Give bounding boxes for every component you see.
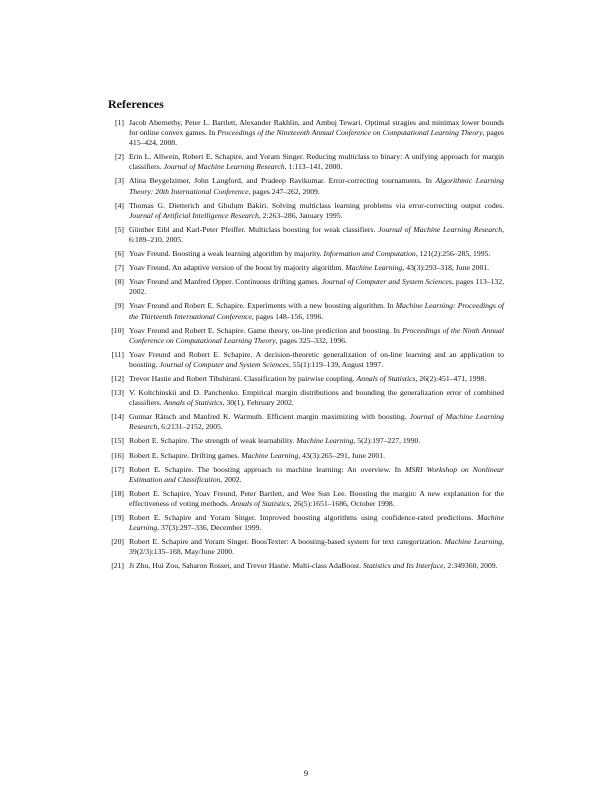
reference-number: [20] xyxy=(111,537,124,547)
reference-venue: Machine Learning xyxy=(345,263,403,273)
reference-item xyxy=(108,263,504,273)
reference-venue: MSRI Workshop on Nonlinear Estimation and Classification xyxy=(129,464,504,484)
reference-venue: Journal of Machine Learning Research xyxy=(129,412,504,432)
reference-number: [21] xyxy=(111,561,124,571)
reference-venue: Proceedings of the Ninth Annual Conference on Computational Learning Theory xyxy=(129,325,504,345)
reference-number: [4] xyxy=(115,200,124,210)
reference-number: [1] xyxy=(115,118,124,127)
reference-venue: Information and Computation xyxy=(323,249,416,259)
reference-item xyxy=(108,350,504,370)
reference-text: Robert E. Schapire and Yoram Singer. Improved boosting algorithms using confidence-rated predictions. xyxy=(129,513,478,522)
reference-number: [7] xyxy=(115,263,124,273)
reference-item xyxy=(108,489,504,509)
reference-item xyxy=(108,277,504,297)
reference-number: [19] xyxy=(111,513,124,522)
reference-venue: Annals of Statistics xyxy=(356,373,416,383)
reference-text: Jacob Abernethy, Peter L. Bartlett, Alexander Rakhlin, and Ambuj Tewari. Optimal stragies and minimax lower bounds for online convex games. In xyxy=(129,118,504,138)
reference-item xyxy=(108,537,504,557)
reference-item xyxy=(108,201,504,221)
reference-text: Robert E. Schapire. Drifting games. xyxy=(129,450,242,460)
reference-text: Robert E. Schapire and Yoram Singer. BoosTexter: A boosting-based system for text categorization. xyxy=(129,537,445,547)
reference-number: [9] xyxy=(115,301,124,311)
reference-number: [12] xyxy=(111,373,124,383)
reference-venue: Annals of Statistics xyxy=(230,498,290,508)
reference-text: , 26(5):1651–1686, October 1998. xyxy=(289,498,395,508)
reference-item xyxy=(108,118,504,148)
reference-venue: Machine Learning xyxy=(296,436,354,446)
reference-text: , 39(2/3):135–168, May/June 2000. xyxy=(129,537,504,557)
reference-item xyxy=(108,301,504,321)
reference-number: [17] xyxy=(111,464,124,474)
reference-number: [2] xyxy=(115,152,124,162)
reference-text: , 55(1):119–139, August 1997. xyxy=(288,359,384,369)
reference-item xyxy=(108,388,504,408)
reference-text: , 5(2):197–227, 1990. xyxy=(353,436,421,446)
reference-number: [3] xyxy=(115,176,124,186)
reference-item xyxy=(108,152,504,172)
reference-venue: Journal of Machine Learning Research xyxy=(378,224,503,234)
reference-venue: Journal of Computer and System Sciences xyxy=(159,359,289,369)
reference-number: [8] xyxy=(115,277,124,287)
reference-text: , 6:2131–2152, 2005. xyxy=(157,422,223,432)
reference-text: , pages 148–156, 1996. xyxy=(251,311,324,321)
reference-text: Alina Beygelzimer, John Langford, and Pradeep Ravikumar. Error-correcting tournaments. In xyxy=(129,176,436,186)
reference-number: [13] xyxy=(111,388,124,398)
reference-item xyxy=(108,561,504,571)
reference-item xyxy=(108,513,504,533)
reference-text: , pages 325–332, 1996. xyxy=(275,335,347,345)
reference-venue: Annals of Statistics xyxy=(163,398,223,408)
reference-text: , 121(2):256–285, 1995. xyxy=(415,249,491,259)
reference-text: , 37(3):297–336, December 1999. xyxy=(157,523,262,533)
reference-text: , 1:113–141, 2000. xyxy=(284,162,343,172)
reference-text: Yoav Freund and Robert E. Schapire. A decision-theoretic generalization of on-line learning and an application to boosting. xyxy=(129,349,504,369)
reference-text: , pages 113–132, 2002. xyxy=(129,277,504,297)
reference-venue: Statistics and Its Interface xyxy=(363,561,444,571)
reference-item xyxy=(108,326,504,346)
reference-venue: Machine Learning: Proceedings of the Thirteenth International Conference xyxy=(129,301,505,321)
reference-venue: Machine Learning xyxy=(129,513,504,533)
reference-text: Erin L. Allwein, Robert E. Schapire, and Yoram Singer. Reducing multiclass to binary: A unifying approach for margin classifiers. xyxy=(129,152,504,172)
reference-text: Yoav Freund. Boosting a weak learning algorithm by majority. xyxy=(129,249,324,259)
reference-text: , 26(2):451–471, 1998. xyxy=(415,373,487,383)
reference-text: , pages 415–424, 2008. xyxy=(129,128,504,148)
reference-item xyxy=(108,176,504,196)
reference-text: Robert E. Schapire. The strength of weak learnability. xyxy=(129,436,297,446)
reference-text: Robert E. Schapire. The boosting approach to machine learning: An overview. In xyxy=(129,464,406,474)
reference-item xyxy=(108,225,504,245)
reference-item xyxy=(108,249,504,259)
reference-item xyxy=(108,451,504,461)
reference-text: Thomas G. Dietterich and Ghulum Bakiri. Solving multiclass learning problems via error-correcting output codes. xyxy=(129,200,504,210)
reference-item xyxy=(108,412,504,432)
reference-text: , 43(3):265–291, June 2001. xyxy=(298,450,386,460)
reference-number: [14] xyxy=(111,412,124,422)
reference-number: [6] xyxy=(115,249,124,259)
reference-text: Gunnar Rätsch and Manfred K. Warmuth. Efficient margin maximizing with boosting. xyxy=(129,412,410,422)
reference-text: Yoav Freund and Robert E. Schapire. Game theory, on-line prediction and boosting. In xyxy=(129,325,403,335)
reference-item xyxy=(108,465,504,485)
reference-venue: Algorithmic Learning Theory: 20th International Conference xyxy=(129,176,504,196)
reference-venue: Proceedings of the Nineteenth Annual Conference on Computational Learning Theory xyxy=(217,128,483,138)
reference-text: Robert E. Schapire, Yoav Freund, Peter Bartlett, and Wee Sun Lee. Boosting the margin: A new explanation for the effectiveness of voting methods. xyxy=(129,488,504,508)
reference-text: , 2:349360, 2009. xyxy=(443,561,498,571)
reference-text: Yoav Freund and Manfred Opper. Continuous drifting games. xyxy=(129,277,322,287)
reference-number: [15] xyxy=(111,436,124,446)
references-heading: References xyxy=(108,97,164,111)
reference-venue: Machine Learning xyxy=(241,450,299,460)
reference-item xyxy=(108,436,504,446)
reference-text: , 2:263–286, January 1995. xyxy=(258,210,343,220)
reference-number: [5] xyxy=(115,224,124,234)
reference-text: Yoav Freund. An adaptive version of the boost by majority algorithm. xyxy=(129,263,346,273)
reference-number: [11] xyxy=(111,349,124,359)
page-number: 9 xyxy=(303,768,309,778)
reference-number: [10] xyxy=(111,325,124,335)
reference-text: Ji Zhu, Hui Zou, Saharon Rosset, and Trevor Hastie. Multi-class AdaBoost. xyxy=(129,561,364,571)
reference-text: Yoav Freund and Robert E. Schapire. Experiments with a new boosting algorithm. In xyxy=(129,301,396,311)
reference-text: , 6:189–210, 2005. xyxy=(129,224,505,244)
reference-text: , pages 247–262, 2009. xyxy=(248,186,320,196)
reference-text: V. Koltchinskii and D. Panchenko. Empirical margin distributions and bounding the generalization error of combined classifiers. xyxy=(129,388,504,408)
reference-text: Trevor Hastie and Robert Tibshirani. Classification by pairwise coupling. xyxy=(129,373,357,383)
reference-venue: Journal of Machine Learning Research xyxy=(163,162,285,172)
reference-venue: Journal of Artificial Intelligence Research xyxy=(129,210,259,220)
reference-list xyxy=(108,118,504,575)
reference-venue: Journal of Computer and System Sciences xyxy=(321,277,452,287)
reference-number: [18] xyxy=(111,488,124,498)
reference-text: Günther Eibl and Karl-Peter Pfeiffer. Multiclass boosting for weak classifiers. xyxy=(129,224,379,234)
reference-text: , 30(1), February 2002. xyxy=(222,398,294,408)
reference-text: , 2002. xyxy=(220,474,242,484)
reference-text: , 43(3):293–318, June 2001. xyxy=(402,263,490,273)
reference-number: [16] xyxy=(111,450,124,460)
reference-venue: Machine Learning xyxy=(444,537,503,547)
reference-item xyxy=(108,374,504,384)
